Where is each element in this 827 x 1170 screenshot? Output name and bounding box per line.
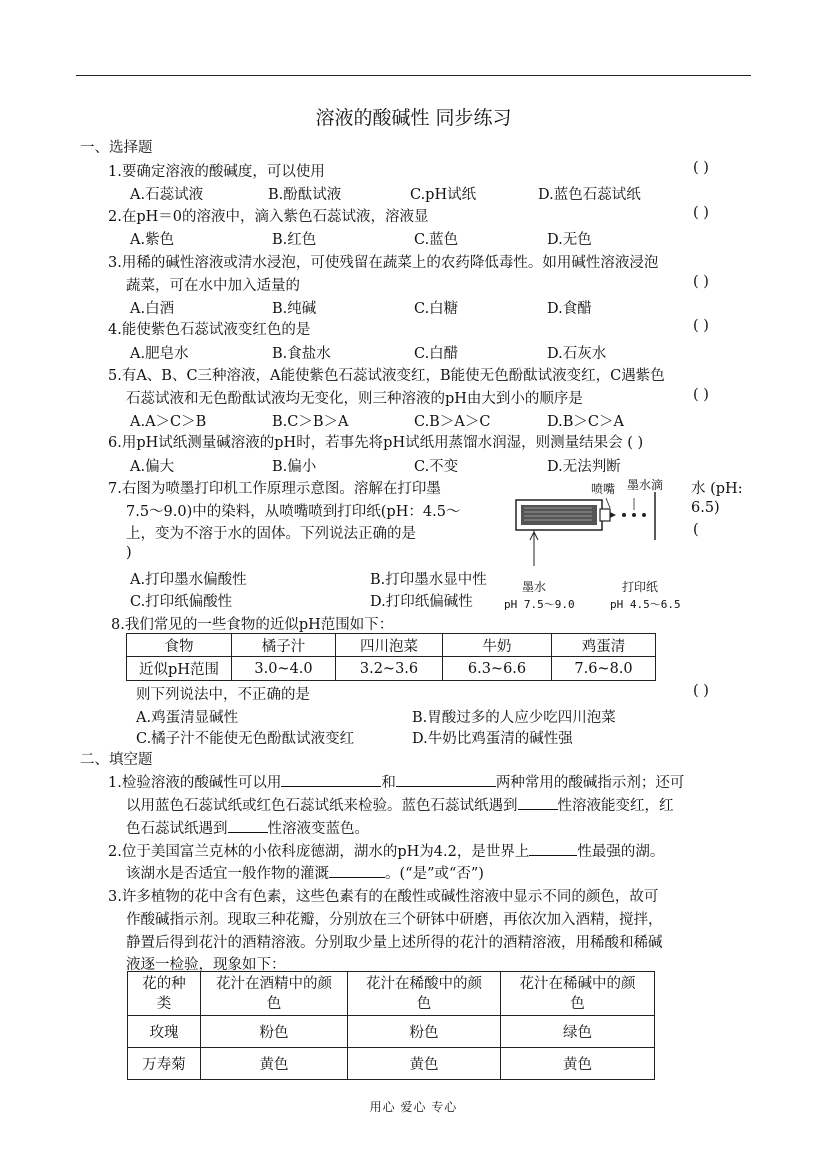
question-4-stem: 4.能使紫色石蕊试液变红色的是 (108, 322, 311, 338)
question-5-option-c: C.B＞A＞C (414, 414, 491, 430)
figure-label-paper: 打印纸 (622, 580, 659, 594)
fill-3-line-3: 静置后得到花汁的酒精溶液。分别取少量上述所得的花汁的酒精溶液，用稀酸和稀碱 (126, 935, 663, 951)
question-2-option-c: C.蓝色 (414, 232, 459, 248)
question-2-option-a: A.紫色 (130, 232, 175, 248)
nozzle-tip (610, 512, 616, 518)
figure-label-ink: 墨水 (522, 580, 547, 594)
fill-1-blank-2[interactable] (396, 772, 496, 787)
section-heading-fill: 二、填空题 (80, 752, 153, 768)
question-5-line-1: 5.有A、B、C三种溶液，A能使紫色石蕊试液变红，B能使无色酚酞试液变红，C遇紫色 (108, 368, 665, 384)
nozzle-body (600, 509, 610, 521)
question-3-answer-paren: ( ) (693, 274, 709, 290)
fill-1-blank-3[interactable] (518, 795, 558, 810)
question-3-line-2: 蔬菜，可在水中加入适量的 (126, 278, 300, 294)
question-7-line-3-tail: ( (693, 522, 699, 538)
question-7-line-1-tail: 水 (pH: (691, 481, 743, 497)
question-7-line-4: ) (126, 545, 132, 561)
question-4-option-c: C.白醋 (414, 346, 459, 362)
question-6-option-d: D.无法判断 (547, 459, 621, 475)
table-header-line: 花汁在稀酸中的颜 (366, 975, 482, 992)
fill-2-line-1 (108, 840, 664, 861)
question-1-stem: 1.要确定溶液的酸碱度，可以使用 (108, 164, 325, 180)
fill-1-text-c: 两种常用的酸碱指示剂；还可 (495, 775, 685, 791)
question-7-option-b: B.打印墨水显中性 (370, 572, 487, 588)
fill-1-blank-4[interactable] (228, 818, 268, 833)
table-header-line: 花的种 (142, 975, 186, 992)
fill-3-line-1: 3.许多植物的花中含有色素，这些色素有的在酸性或碱性溶液中显示不同的颜色，故可 (108, 889, 659, 905)
table-cell: 万寿菊 (128, 1048, 201, 1080)
top-rule (76, 75, 751, 76)
question-8-option-b: B.胃酸过多的人应少吃四川泡菜 (412, 710, 616, 726)
figure-label-nozzle: 喷嘴 (591, 482, 616, 496)
question-1-option-b: B.酚酞试液 (268, 187, 342, 203)
question-8-after: 则下列说法中，不正确的是 (136, 687, 310, 703)
fill-2-line-2 (126, 862, 484, 883)
fill-3-line-2: 作酸碱指示剂。现取三种花瓣，分别放在三个研钵中研磨，再依次加入酒精，搅拌， (126, 912, 663, 928)
table-cell: 玫瑰 (128, 1016, 201, 1048)
fill-1-text-e: 性溶液能变红，红 (557, 798, 674, 814)
fill-1-line-2 (126, 794, 674, 815)
ink-drop (622, 513, 626, 517)
figure-label-ink-ph: pH 7.5～9.0 (504, 598, 575, 611)
table-header: 鸡蛋清 (552, 634, 656, 657)
question-4-option-d: D.石灰水 (547, 346, 607, 362)
question-1-option-d: D.蓝色石蕊试纸 (538, 187, 641, 203)
question-3-option-c: C.白糖 (414, 301, 459, 317)
question-8-stem: 8.我们常见的一些食物的近似pH范围如下： (111, 617, 394, 633)
fill-1-text-d: 以用蓝色石蕊试纸或红色石蕊试纸来检验。蓝色石蕊试纸遇到 (126, 798, 518, 814)
table-cell: 黄色 (501, 1048, 655, 1080)
table-header: 食物 (127, 634, 232, 657)
ink-drop (642, 513, 646, 517)
table-header (201, 972, 348, 1016)
table-header: 橘子汁 (232, 634, 336, 657)
question-8-answer-paren: ( ) (693, 683, 709, 699)
fill-2-blank-2[interactable] (329, 863, 385, 878)
table-cell: 7.6~8.0 (552, 657, 656, 681)
nozzle-pointer (606, 498, 610, 508)
figure-label-paper-ph: pH 4.5～6.5 (610, 598, 681, 611)
question-4-option-b: B.食盐水 (272, 346, 331, 362)
table-header (128, 972, 201, 1016)
question-4-option-a: A.肥皂水 (130, 346, 189, 362)
table-cell: 粉色 (348, 1016, 501, 1048)
table-header (348, 972, 501, 1016)
fill-1-line-3 (126, 817, 369, 838)
fill-2-text-d: 。(“是”或“否”) (385, 866, 484, 882)
question-3-option-d: D.食醋 (547, 301, 592, 317)
fill-1-line-1 (108, 771, 684, 792)
question-6-option-b: B.偏小 (272, 459, 317, 475)
question-2-option-b: B.红色 (272, 232, 317, 248)
fill-1-text-a: 1.检验溶液的酸碱性可以用 (108, 775, 282, 791)
question-7-line-3: 上，变为不溶于水的固体。下列说法正确的是 (126, 526, 416, 542)
figure-label-ink-drop: 墨水滴 (627, 478, 664, 492)
flower-color-table (127, 971, 655, 1080)
question-7-option-d: D.打印纸偏碱性 (370, 594, 473, 610)
table-header: 四川泡菜 (336, 634, 443, 657)
question-3-option-a: A.白酒 (130, 301, 175, 317)
fill-1-blank-1[interactable] (281, 772, 381, 787)
table-header-line: 花汁在稀碱中的颜 (519, 975, 636, 992)
table-cell: 6.3~6.6 (443, 657, 552, 681)
table-cell: 黄色 (348, 1048, 501, 1080)
fill-2-text-c: 该湖水是否适宜一般作物的灌溉 (126, 866, 329, 882)
question-6-stem: 6.用pH试纸测量碱溶液的pH时，若事先将pH试纸用蒸馏水润湿，则测量结果会 ( ) (108, 435, 644, 451)
fill-2-text-b: 性最强的湖。 (577, 844, 665, 860)
section-heading-choice: 一、选择题 (80, 140, 153, 156)
food-ph-table (126, 633, 656, 681)
table-header-line: 花汁在酒精中的颜 (216, 975, 332, 992)
fill-2-text-a: 2.位于美国富兰克林的小依科庞德湖，湖水的pH为4.2，是世界上 (108, 844, 530, 860)
question-8-option-a: A.鸡蛋清显碱性 (136, 710, 239, 726)
fill-3-line-4: 液逐一检验，现象如下： (126, 957, 286, 973)
question-7-option-a: A.打印墨水偏酸性 (130, 572, 247, 588)
table-header-line: 类 (156, 995, 172, 1012)
question-4-answer-paren: ( ) (693, 318, 709, 334)
question-1-answer-paren: ( ) (693, 160, 709, 176)
question-8-option-d: D.牛奶比鸡蛋清的碱性强 (412, 731, 573, 747)
question-5-option-d: D.B＞C＞A (547, 414, 624, 430)
question-2-answer-paren: ( ) (693, 205, 709, 221)
question-5-option-b: B.C＞B＞A (272, 414, 349, 430)
ink-drop (632, 513, 636, 517)
table-cell: 3.0~4.0 (232, 657, 336, 681)
question-2-option-d: D.无色 (547, 232, 592, 248)
table-header: 牛奶 (443, 634, 552, 657)
fill-1-text-f: 色石蕊试纸遇到 (126, 821, 228, 837)
fill-1-text-g: 性溶液变蓝色。 (267, 821, 369, 837)
table-cell: 3.2~3.6 (336, 657, 443, 681)
table-header-line: 色 (416, 995, 432, 1012)
question-7-line-2: 7.5～9.0)中的染料，从喷嘴喷到打印纸(pH：4.5～ (126, 504, 461, 520)
question-5-line-2: 石蕊试液和无色酚酞试液均无变化，则三种溶液的pH由大到小的顺序是 (126, 391, 583, 407)
table-header-line: 色 (570, 995, 585, 1012)
table-cell: 绿色 (501, 1016, 655, 1048)
table-header (501, 972, 655, 1016)
table-cell: 近似pH范围 (127, 657, 232, 681)
question-1-option-a: A.石蕊试液 (130, 187, 204, 203)
question-7-line-1: 7.右图为喷墨打印机工作原理示意图。溶解在打印墨 (108, 481, 441, 497)
page-title: 溶液的酸碱性 同步练习 (315, 107, 512, 129)
table-header-line: 色 (266, 995, 282, 1012)
page-footer: 用心 爱心 专心 (369, 1100, 458, 1114)
question-1-option-c: C.pH试纸 (410, 187, 477, 203)
question-3-line-1: 3.用稀的碱性溶液或清水浸泡，可使残留在蔬菜上的农药降低毒性。如用碱性溶液浸泡 (108, 255, 659, 271)
question-7-option-c: C.打印纸偏酸性 (130, 594, 233, 610)
fill-2-blank-1[interactable] (529, 841, 577, 856)
question-3-option-b: B.纯碱 (272, 301, 317, 317)
table-cell: 粉色 (201, 1016, 348, 1048)
question-6-option-a: A.偏大 (130, 459, 175, 475)
question-8-option-c: C.橘子汁不能使无色酚酞试液变红 (136, 731, 355, 747)
fill-1-text-b: 和 (381, 775, 396, 791)
question-5-option-a: A.A＞C＞B (130, 414, 207, 430)
table-cell: 黄色 (201, 1048, 348, 1080)
question-6-option-c: C.不变 (414, 459, 459, 475)
question-2-stem: 2.在pH＝0的溶液中，滴入紫色石蕊试液，溶液显 (108, 209, 429, 225)
question-5-answer-paren: ( ) (693, 387, 709, 403)
question-7-line-2-tail: 6.5) (691, 500, 720, 516)
